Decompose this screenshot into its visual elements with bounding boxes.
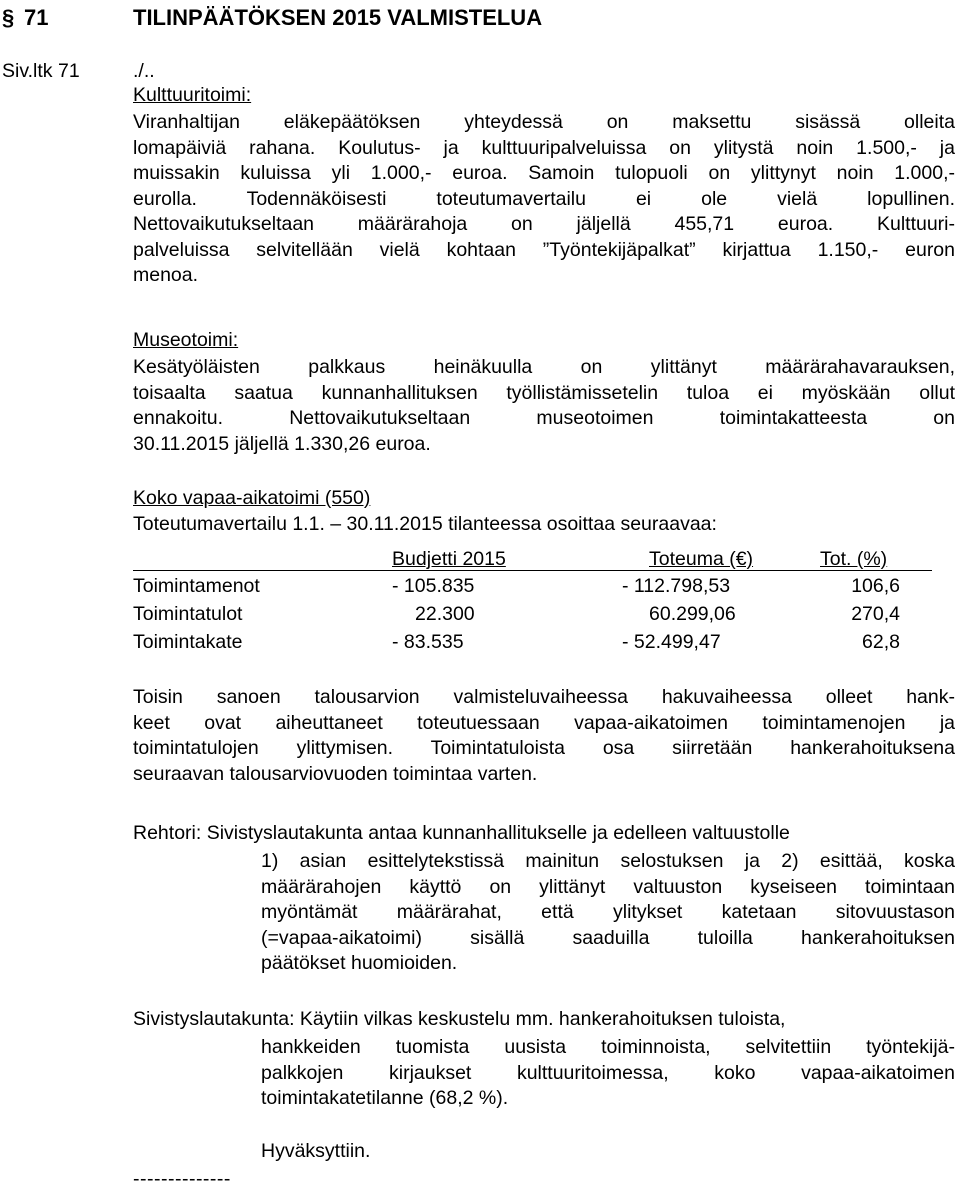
museo-heading: Museotoimi: xyxy=(133,329,239,351)
row-pct: 106,6 xyxy=(851,575,900,597)
text-line: päätökset huomioiden. xyxy=(261,952,458,974)
text-line: Nettovaikutukseltaan määrärahoja on jäljellä 455,71 euroa. Kulttuuri- xyxy=(133,213,955,235)
row-actual: - 52.499,47 xyxy=(622,631,721,653)
text-line: 1) asian esittelytekstissä mainitun selostuksen ja 2) esittää, koska xyxy=(261,850,955,872)
vapaa-intro: Toteutumavertailu 1.1. – 30.11.2015 tilanteessa osoittaa seuraavaa: xyxy=(133,513,717,535)
kulttuuri-heading: Kulttuuritoimi: xyxy=(133,84,252,106)
vapaa-heading: Koko vapaa-aikatoimi (550) xyxy=(133,487,371,509)
text-line: hankkeiden tuomista uusista toiminnoista, selvitettiin työntekijä- xyxy=(261,1036,955,1058)
row-label: Toimintatulot xyxy=(133,603,243,625)
row-budget: - 105.835 xyxy=(392,575,475,597)
text-line: Kesätyöläisten palkkaus heinäkuulla on ylittänyt määrärahavarauksen, xyxy=(133,356,955,378)
row-budget: 22.300 xyxy=(415,603,475,625)
table-rule xyxy=(133,570,932,571)
row-label: Toimintamenot xyxy=(133,575,260,597)
text-line: muissakin kuluissa yli 1.000,- euroa. Samoin tulopuoli on ylittynyt noin 1.000,- xyxy=(133,162,955,184)
continuation-mark: ./.. xyxy=(133,60,155,82)
row-pct: 270,4 xyxy=(851,603,900,625)
rehtori-paragraph xyxy=(261,849,955,977)
text-line: toimintatulojen ylittymisen. Toimintatuloista osa siirretään hankerahoituksena xyxy=(133,737,955,759)
kulttuuri-paragraph xyxy=(133,110,955,289)
col-header-budget: Budjetti 2015 xyxy=(392,548,506,570)
footer-rule: -------------- xyxy=(133,1168,231,1190)
museo-paragraph xyxy=(133,355,955,457)
section-number: 71 xyxy=(24,5,49,30)
col-header-actual: Toteuma (€) xyxy=(649,548,754,570)
text-line: Viranhaltijan eläkepäätöksen yhteydessä on maksettu sisässä olleita xyxy=(133,111,955,133)
sivistys-paragraph xyxy=(261,1035,955,1112)
row-label: Toimintakate xyxy=(133,631,243,653)
text-line: lomapäiviä rahana. Koulutus- ja kulttuuripalveluissa on ylitystä noin 1.500,- ja xyxy=(133,136,955,159)
row-actual: - 112.798,53 xyxy=(622,575,731,597)
text-line: toisaalta saatua kunnanhallituksen työllistämissetelin tuloa ei myöskään ollut xyxy=(133,381,955,404)
page-title: TILINPÄÄTÖKSEN 2015 VALMISTELUA xyxy=(133,5,543,30)
text-line: 30.11.2015 jäljellä 1.330,26 euroa. xyxy=(133,432,431,455)
row-budget: - 83.535 xyxy=(392,631,464,653)
sivistys-first-line: Sivistyslautakunta: Käytiin vilkas keskustelu mm. hankerahoituksen tuloista, xyxy=(133,1008,786,1030)
text-line: palkkojen kirjaukset kulttuuritoimessa, koko vapaa-aikatoimen xyxy=(261,1061,955,1084)
text-line: (=vapaa-aikatoimi) sisällä saaduilla tuloilla hankerahoituksen xyxy=(261,926,955,949)
row-actual: 60.299,06 xyxy=(649,603,736,625)
text-line: myöntämät määrärahat, että ylitykset katetaan sitovuustason xyxy=(261,901,955,923)
decision-text: Hyväksyttiin. xyxy=(261,1140,371,1162)
row-pct: 62,8 xyxy=(862,631,900,653)
text-line: palveluissa selvitellään vielä kohtaan ”Työntekijäpalkat” kirjattua 1.150,- euron xyxy=(133,238,955,261)
text-line: toimintakatetilanne (68,2 %). xyxy=(261,1087,509,1109)
text-line: keet ovat aiheuttaneet toteutuessaan vapaa-aikatoimen toimintamenojen ja xyxy=(133,711,955,734)
text-line: seuraavan talousarviovuoden toimintaa varten. xyxy=(133,762,538,785)
text-line: Toisin sanoen talousarvion valmisteluvaiheessa hakuvaiheessa olleet hank- xyxy=(133,686,955,708)
page-ref-label: Siv.ltk 71 xyxy=(2,60,80,82)
col-header-pct: Tot. (%) xyxy=(820,548,888,570)
text-line: määrärahojen käyttö on ylittänyt valtuuston kyseiseen toimintaan xyxy=(261,875,955,898)
rehtori-first-line: Rehtori: Sivistyslautakunta antaa kunnanhallitukselle ja edelleen valtuustolle xyxy=(133,822,790,844)
section-mark: § xyxy=(2,5,15,30)
vapaa-paragraph xyxy=(133,685,955,787)
text-line: eurolla. Todennäköisesti toteutumavertailu ei ole vielä lopullinen. xyxy=(133,187,955,210)
text-line: menoa. xyxy=(133,264,199,286)
text-line: ennakoitu. Nettovaikutukseltaan museotoimen toimintakatteesta on xyxy=(133,407,955,429)
